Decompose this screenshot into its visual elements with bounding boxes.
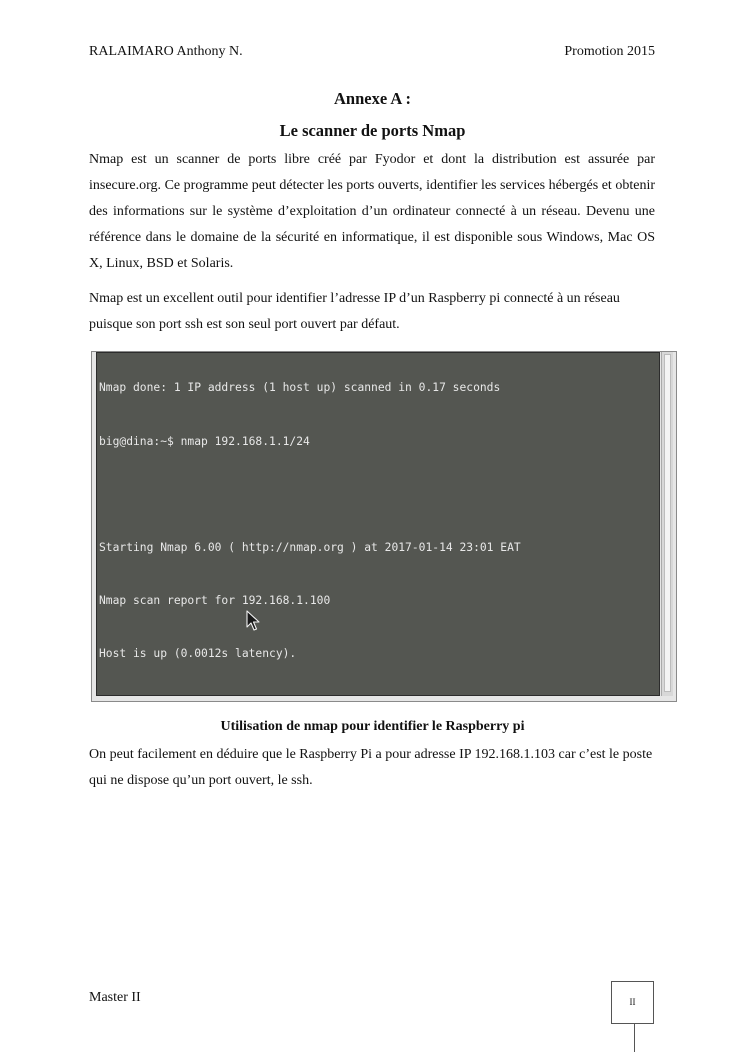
terminal-window [96, 352, 660, 696]
terminal-line [99, 486, 541, 504]
page-number: II [611, 981, 654, 1024]
terminal-line: Starting Nmap 6.00 ( http://nmap.org ) at 2017-01-14 23:01 EAT [99, 540, 521, 554]
figure-caption: Utilisation de nmap pour identifier le Raspberry pi [220, 719, 525, 734]
page-number-stem [634, 1024, 635, 1052]
terminal-output [99, 352, 541, 696]
annex-title: Annexe A : [333, 89, 411, 108]
mouse-pointer-icon [246, 610, 260, 632]
terminal-screenshot [91, 351, 677, 702]
conclusion-paragraph: On peut facilement en déduire que le Raspberry Pi a pour adresse IP 192.168.1.103 car c’est le poste qui ne dispose qu’un port ouvert, le ssh. [89, 747, 653, 788]
terminal-line: big@dina:~$ nmap 192.168.1.1/24 [99, 434, 310, 448]
footer-label: Master II [89, 990, 141, 1005]
raspberry-paragraph: Nmap est un excellent outil pour identifier l’adresse IP d’un Raspberry pi connecté à un réseau puisque son port ssh est son seul port ouvert par défaut. [89, 291, 620, 332]
header-promotion: Promotion 2015 [564, 44, 655, 59]
section-title: Le scanner de ports Nmap [279, 121, 466, 140]
terminal-line: Host is up (0.0012s latency). [99, 646, 297, 660]
terminal-line: Nmap scan report for 192.168.1.100 [99, 593, 331, 607]
terminal-scrollbar [661, 352, 673, 696]
intro-paragraph: Nmap est un scanner de ports libre créé par Fyodor et dont la distribution est assurée par insecure.org. Ce programme peut détecter les ports ouverts, identifier les services hébergés et obtenir des informations sur le système d’exploitation d’un ordinateur connecté à un réseau. Devenu une référence dans le domaine de la sécurité en informatique, il est disponible sous Windows, Mac OS X, Linux, BSD et Solaris. [89, 152, 655, 271]
header-author: RALAIMARO Anthony N. [89, 44, 243, 59]
scrollbar-thumb [664, 354, 671, 692]
terminal-line: Nmap done: 1 IP address (1 host up) scanned in 0.17 seconds [99, 381, 501, 395]
